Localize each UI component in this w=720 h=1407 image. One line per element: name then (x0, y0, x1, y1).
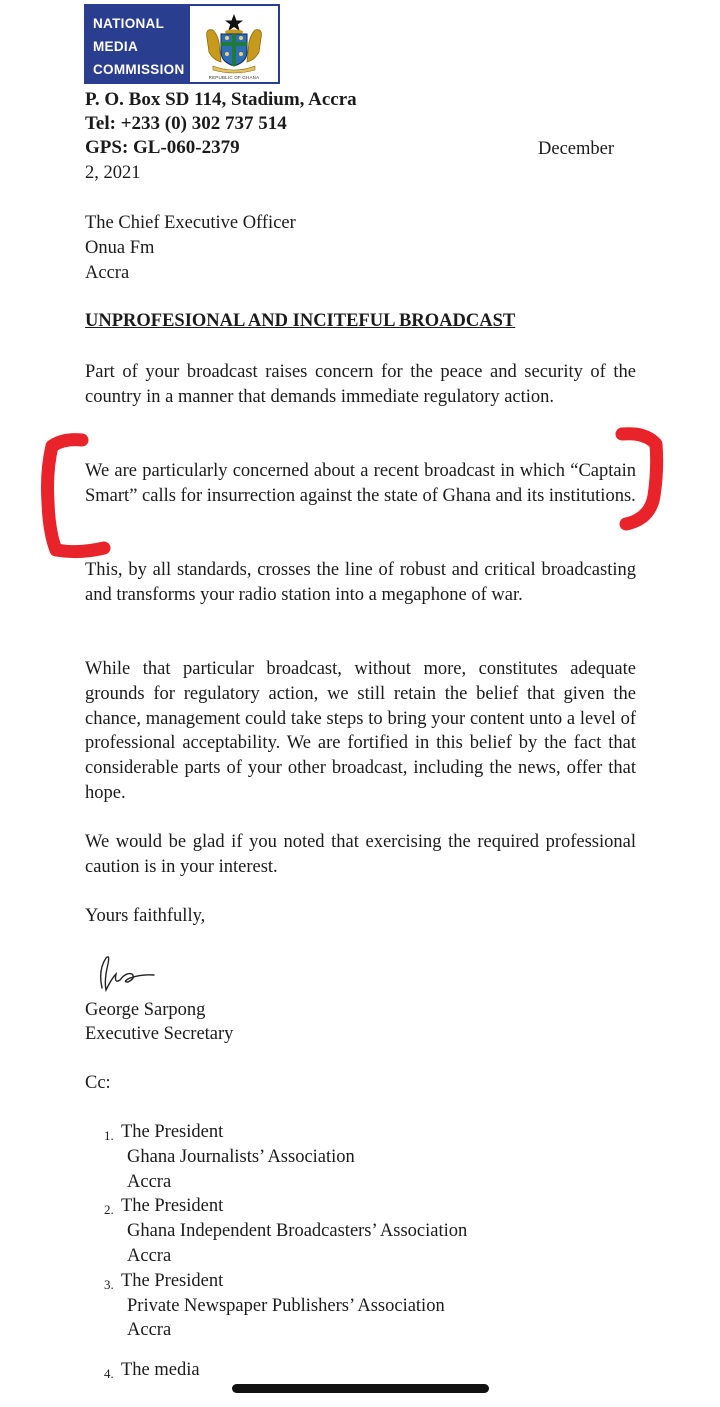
closing-line: Yours faithfully, (85, 906, 206, 926)
address-line: P. O. Box SD 114, Stadium, Accra (85, 89, 357, 110)
paragraph-5: We would be glad if you noted that exercising the required professional caution is in your interest. (85, 832, 636, 877)
paragraph-2: We are particularly concerned about a recent broadcast in which “Captain Smart” calls for insurrection against the state of Ghana and its institutions. (85, 461, 636, 506)
cc-item-title: The President (121, 1270, 224, 1291)
signatory-title: Executive Secretary (85, 1024, 234, 1044)
cc-item-city: Accra (127, 1171, 172, 1192)
logo-line-2: MEDIA (93, 39, 138, 54)
cc-item (104, 1120, 467, 1194)
red-bracket-right-icon (600, 424, 670, 538)
cc-item-title: The media (121, 1360, 200, 1381)
logo-line-3: COMMISSION (93, 62, 185, 77)
cc-item-number: 3. (104, 1276, 114, 1292)
gps-line: GPS: GL-060-2379 (85, 137, 240, 158)
crest-caption: REPUBLIC OF GHANA (208, 75, 260, 80)
logo-line-1: NATIONAL (93, 16, 165, 31)
cc-list (104, 1120, 467, 1387)
recipient-city: Accra (85, 263, 130, 283)
cc-item-city: Accra (127, 1245, 172, 1266)
cc-item-city: Accra (127, 1320, 172, 1341)
telephone-line: Tel: +233 (0) 302 737 514 (85, 113, 287, 134)
recipient-organization: Onua Fm (85, 238, 155, 258)
cc-item-organization: Private Newspaper Publishers’ Association (127, 1295, 445, 1316)
date-day-year: 2, 2021 (85, 163, 141, 183)
letter-subject: UNPROFESIONAL AND INCITEFUL BROADCAST (85, 311, 516, 331)
cc-item-title: The President (121, 1196, 224, 1217)
paragraph-4: While that particular broadcast, without more, constitutes adequate grounds for regulatory action, we still retain the belief that given the chance, management could take steps to bring your content unto a level of professional acceptability. We are fortified in this belief by the fact that considerable parts of your other broadcast, including the news, offer that hope. (85, 659, 636, 803)
cc-item-number: 2. (104, 1202, 114, 1218)
cc-item (104, 1269, 467, 1343)
signature-icon (92, 950, 162, 996)
logo-wordmark (86, 6, 190, 82)
red-bracket-left-icon (34, 432, 114, 562)
cc-item-title: The President (121, 1122, 224, 1142)
nmc-logo (84, 4, 280, 84)
paragraph-3: This, by all standards, crosses the line of robust and critical broadcasting and transforms your radio station into a megaphone of war. (85, 560, 636, 605)
recipient-title: The Chief Executive Officer (85, 213, 296, 233)
coat-of-arms-icon (190, 6, 278, 82)
cc-item (104, 1194, 467, 1268)
cc-item-organization: Ghana Independent Broadcasters’ Association (127, 1221, 468, 1242)
paragraph-1: Part of your broadcast raises concern for the peace and security of the country in a manner that demands immediate regulatory action. (85, 362, 636, 407)
signatory-name: George Sarpong (85, 1000, 206, 1020)
cc-item (104, 1358, 467, 1387)
date-month: December (538, 139, 615, 159)
cc-item-organization: Ghana Journalists’ Association (127, 1146, 355, 1167)
home-indicator[interactable] (232, 1384, 489, 1393)
cc-item-number: 1. (104, 1128, 114, 1143)
cc-label: Cc: (85, 1073, 111, 1093)
cc-item-number: 4. (104, 1366, 114, 1382)
